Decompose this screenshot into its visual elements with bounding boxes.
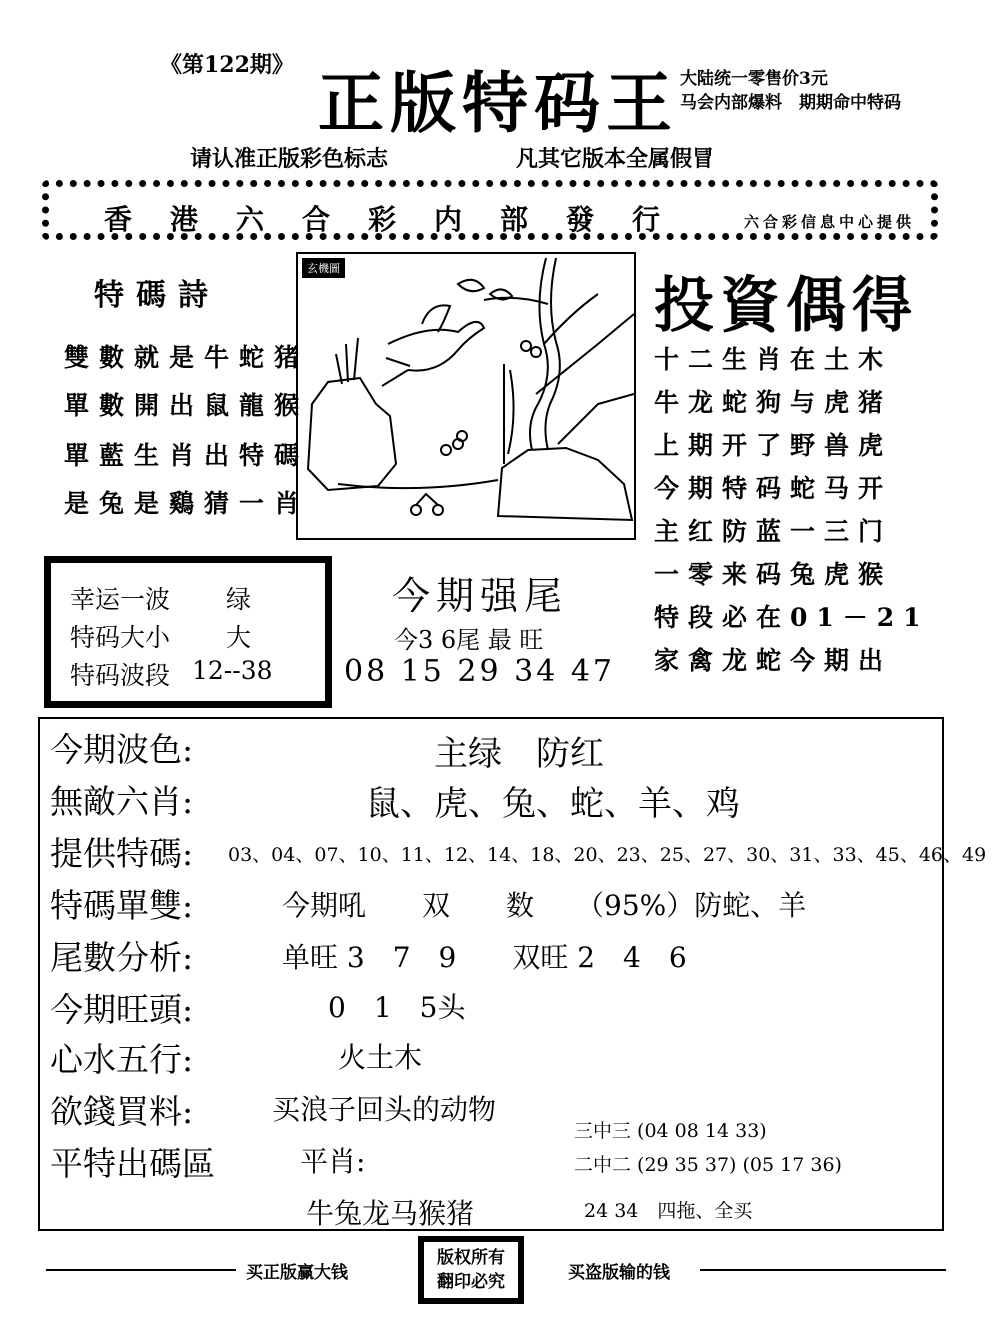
invest-title: 投資偶得 bbox=[654, 271, 918, 341]
row-value: 0 1 5头 bbox=[328, 991, 466, 1024]
strong-tail-title: 今期强尾 bbox=[392, 574, 569, 618]
copyright-line: 翻印必究 bbox=[437, 1272, 505, 1292]
lucky-value: 绿 bbox=[226, 585, 252, 614]
poem-line: 是兔是鷄猜一肖 bbox=[64, 489, 310, 518]
row-value: 03、04、07、10、11、12、14、18、20、23、25、27、30、31、33、45、46、49 bbox=[228, 844, 987, 866]
footer-rule-right bbox=[700, 1269, 946, 1271]
picture-stamp: 玄機圖 bbox=[302, 258, 345, 278]
row-value: 今期吼 双 数 （95%）防蛇、羊 bbox=[282, 889, 807, 922]
row-value: 火土木 bbox=[338, 1041, 423, 1074]
footer-left-text: 买正版赢大钱 bbox=[246, 1263, 348, 1283]
row-label: 今期波色: bbox=[50, 730, 194, 769]
poem-line: 雙數就是牛蛇猪 bbox=[64, 343, 310, 372]
lucky-label: 特码波段 bbox=[70, 661, 171, 690]
insider-note: 马会内部爆料 期期命中特码 bbox=[680, 93, 901, 113]
poem-line: 單數開出鼠龍猴 bbox=[64, 391, 310, 420]
invest-line: 上期开了野兽虎 bbox=[654, 431, 893, 460]
poem-line: 單藍生肖出特碼 bbox=[64, 441, 310, 470]
row-label: 心水五行: bbox=[50, 1040, 194, 1079]
strong-tail-subtitle: 今3 6尾 最 旺 bbox=[394, 626, 544, 654]
page-title: 正版特码王 bbox=[318, 64, 678, 142]
row-value: 鼠、虎、兔、蛇、羊、鸡 bbox=[366, 784, 740, 824]
footer-right-text: 买盗版输的钱 bbox=[568, 1263, 670, 1283]
price-note: 大陆统一零售价3元 bbox=[680, 69, 828, 89]
copyright-line: 版权所有 bbox=[437, 1248, 505, 1268]
invest-line: 主红防蓝一三门 bbox=[654, 517, 893, 546]
row-label: 今期旺頭: bbox=[50, 990, 194, 1029]
banner-side-text: 六合彩信息中心提供 bbox=[744, 213, 916, 231]
banner-main-text: 香港六合彩内部發行 bbox=[104, 203, 699, 236]
lucky-label: 特码大小 bbox=[70, 623, 171, 652]
side-note: 二中二 (29 35 37) (05 17 36) bbox=[574, 1154, 842, 1176]
zodiac-line: 牛兔龙马猴猪 bbox=[306, 1197, 475, 1230]
row-value: 平肖: bbox=[300, 1145, 366, 1178]
copyright-box bbox=[418, 1236, 524, 1304]
notice-genuine: 请认准正版彩色标志 bbox=[190, 146, 389, 172]
lucky-value: 12--38 bbox=[192, 656, 273, 685]
issue-number: 《第122期》 bbox=[160, 52, 294, 78]
row-label: 平特出碼區 bbox=[50, 1144, 215, 1183]
row-label: 提供特碼: bbox=[50, 834, 194, 873]
invest-line: 一零来码兔虎猴 bbox=[654, 560, 893, 589]
invest-line: 特段必在01－21 bbox=[654, 603, 930, 632]
side-note: 三中三 (04 08 14 33) bbox=[574, 1120, 767, 1142]
row-value: 买浪子回头的动物 bbox=[272, 1093, 497, 1126]
strong-tail-numbers: 08 15 29 34 47 bbox=[344, 654, 616, 689]
invest-line: 牛龙蛇狗与虎猪 bbox=[654, 388, 893, 417]
poem-title: 特碼詩 bbox=[94, 278, 220, 313]
footer-rule-left bbox=[46, 1269, 236, 1271]
invest-line: 家禽龙蛇今期出 bbox=[654, 646, 893, 675]
side-note: 24 34 四拖、全买 bbox=[584, 1200, 753, 1222]
lucky-label: 幸运一波 bbox=[70, 585, 171, 614]
invest-line: 今期特码蛇马开 bbox=[654, 474, 893, 503]
row-value: 单旺 3 7 9 双旺 2 4 6 bbox=[282, 941, 687, 974]
invest-line: 十二生肖在土木 bbox=[654, 345, 893, 374]
notice-fake: 凡其它版本全属假冒 bbox=[516, 146, 715, 172]
lucky-value: 大 bbox=[226, 623, 252, 652]
row-label: 無敵六肖: bbox=[50, 782, 194, 821]
bird-branch-illustration bbox=[298, 254, 636, 540]
row-value: 主绿 防红 bbox=[434, 734, 604, 774]
riddle-picture bbox=[296, 252, 636, 540]
row-label: 欲錢買料: bbox=[50, 1092, 194, 1131]
row-label: 特碼單雙: bbox=[50, 886, 194, 925]
row-label: 尾數分析: bbox=[50, 938, 194, 977]
